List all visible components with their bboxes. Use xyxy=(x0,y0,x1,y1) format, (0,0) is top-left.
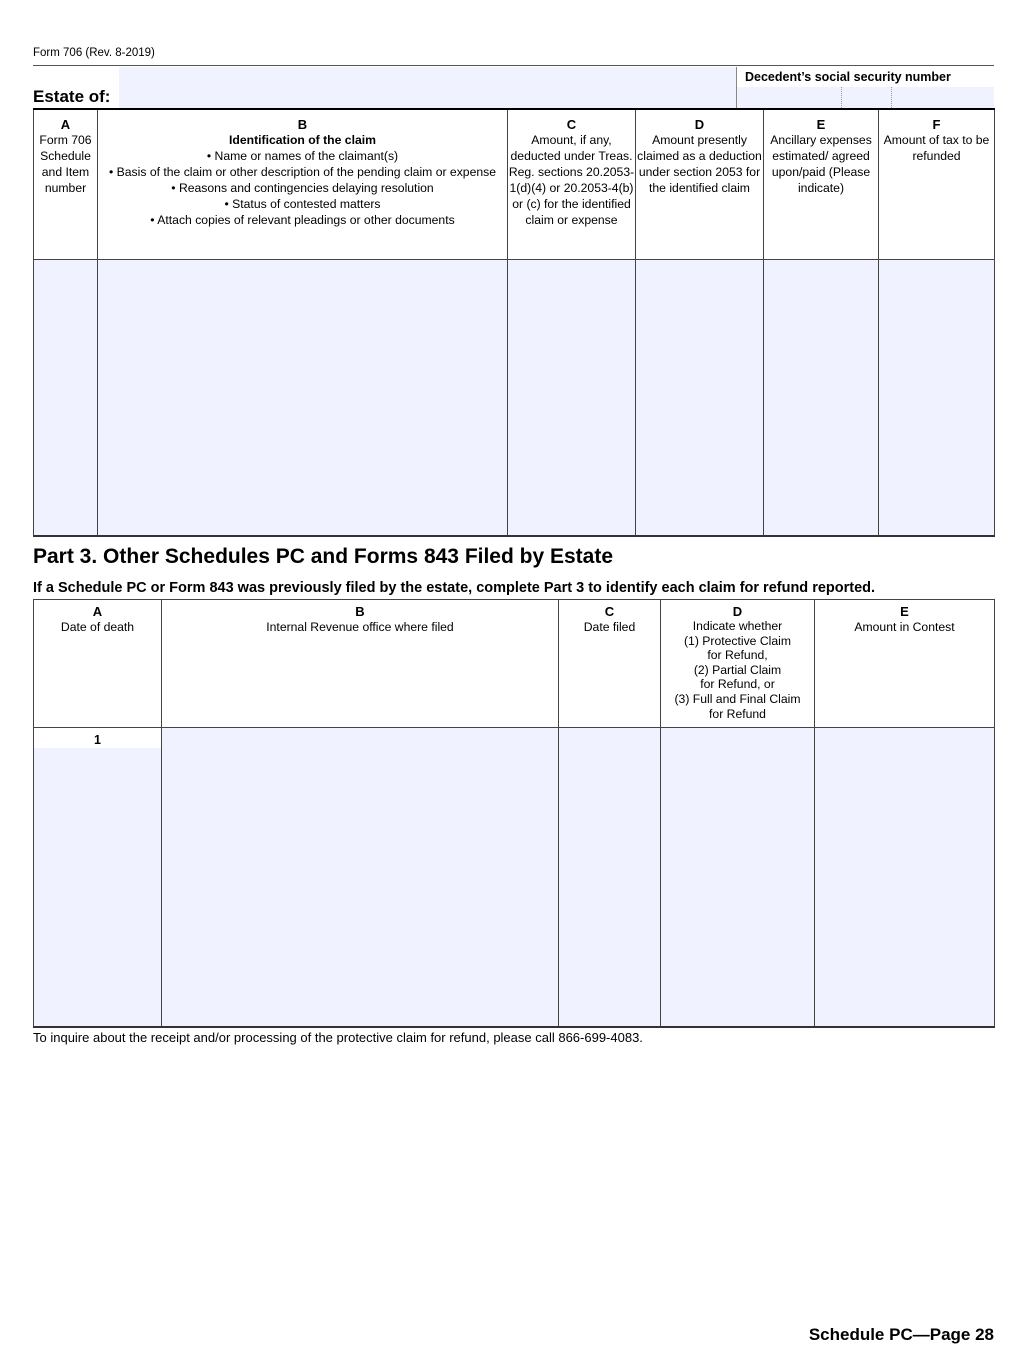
column-letter: B xyxy=(297,117,308,132)
estate-name-input[interactable] xyxy=(119,67,736,108)
column-text: Date filed xyxy=(583,620,636,634)
column-text: Internal Revenue office where filed xyxy=(266,620,454,634)
ssn-fields xyxy=(737,87,994,108)
schedule-item-number-field[interactable] xyxy=(34,260,97,294)
claims-table-header xyxy=(34,109,995,259)
column-text: (3) Full and Final Claim xyxy=(674,691,801,706)
column-header-f xyxy=(879,109,995,259)
column-header-d xyxy=(636,109,764,259)
ssn-part-2-input[interactable] xyxy=(841,87,891,108)
column-bullet: • Attach copies of relevant pleadings or other documents xyxy=(150,213,455,227)
column-letter: A xyxy=(92,604,103,619)
ancillary-expenses-field[interactable] xyxy=(764,260,878,294)
column-text: for Refund, or xyxy=(700,677,775,692)
tax-refunded-field[interactable] xyxy=(879,260,994,294)
column-text: Ancillary expenses estimated/ agreed upon/paid (Please indicate) xyxy=(770,133,872,195)
column-header-b xyxy=(162,600,559,728)
column-letter: D xyxy=(732,604,743,619)
ssn-box xyxy=(736,67,994,108)
column-text: Indicate whether xyxy=(692,619,783,633)
column-text: (1) Protective Claim xyxy=(683,633,791,648)
column-header-c xyxy=(559,600,661,728)
column-text: for Refund, xyxy=(707,648,768,663)
column-letter: C xyxy=(566,117,577,132)
form-revision: Form 706 (Rev. 8-2019) xyxy=(33,47,155,59)
prior-filings-header xyxy=(34,600,995,728)
date-filed-field[interactable] xyxy=(559,728,660,762)
row-number: 1 xyxy=(34,728,161,748)
column-header-c xyxy=(508,109,636,259)
column-letter: C xyxy=(604,604,615,619)
claims-table-row xyxy=(34,259,995,536)
column-text: (2) Partial Claim xyxy=(693,662,782,677)
column-text: for Refund xyxy=(709,706,766,721)
part3-instruction: If a Schedule PC or Form 843 was previously filed by the estate, complete Part 3 to identify each claim for refund reported. xyxy=(33,580,876,596)
column-text: Date of death xyxy=(60,620,135,634)
amount-in-contest-field[interactable] xyxy=(815,728,994,762)
column-bullet: • Basis of the claim or other description of the pending claim or expense xyxy=(108,165,497,179)
column-bullet: • Status of contested matters xyxy=(224,197,381,211)
irs-office-field[interactable] xyxy=(162,728,558,762)
ssn-part-1-input[interactable] xyxy=(737,87,841,108)
column-bullet: • Name or names of the claimant(s) xyxy=(206,149,399,163)
column-text: Amount presently claimed as a deduction under section 2053 for the identified claim xyxy=(637,133,762,195)
column-text: Amount in Contest xyxy=(854,620,955,634)
column-text: Amount of tax to be refunded xyxy=(883,133,990,163)
claim-type-field[interactable] xyxy=(661,728,814,762)
header-rule xyxy=(33,65,994,66)
claim-identification-field[interactable] xyxy=(98,260,507,294)
column-header-e xyxy=(764,109,879,259)
column-letter: F xyxy=(932,117,941,132)
column-letter: A xyxy=(60,117,71,132)
amount-claimed-field[interactable] xyxy=(636,260,763,294)
column-text: Form 706 Schedule and Item number xyxy=(39,133,92,195)
column-text: Amount, if any, deducted under Treas. Reg. sections 20.2053-1(d)(4) or 20.2053-4(b) or (c) for the identified claim or expense xyxy=(508,133,635,227)
claims-table xyxy=(33,108,995,537)
column-header-b xyxy=(98,109,508,259)
prior-filings-row xyxy=(34,728,995,1028)
column-header-a xyxy=(34,600,162,728)
amount-deducted-field[interactable] xyxy=(508,260,635,294)
estate-label: Estate of: xyxy=(33,87,111,106)
column-letter: E xyxy=(816,117,826,132)
inquiry-note: To inquire about the receipt and/or processing of the protective claim for refund, please call 866-699-4083. xyxy=(33,1030,643,1045)
date-of-death-field[interactable] xyxy=(34,748,161,1026)
part3-title: Part 3. Other Schedules PC and Forms 843 Filed by Estate xyxy=(33,545,614,568)
column-header-d xyxy=(661,600,815,728)
page-label: Schedule PC—Page 28 xyxy=(808,1325,994,1344)
column-letter: B xyxy=(355,604,365,619)
ssn-label: Decedent’s social security number xyxy=(745,70,951,84)
column-header-e xyxy=(815,600,995,728)
ssn-part-3-input[interactable] xyxy=(891,87,994,108)
column-header-a xyxy=(34,109,98,259)
column-title: Identification of the claim xyxy=(229,133,376,147)
prior-filings-table xyxy=(33,599,995,1028)
column-bullet: • Reasons and contingencies delaying resolution xyxy=(171,181,434,195)
column-letter: D xyxy=(694,117,705,132)
column-letter: E xyxy=(900,604,909,619)
